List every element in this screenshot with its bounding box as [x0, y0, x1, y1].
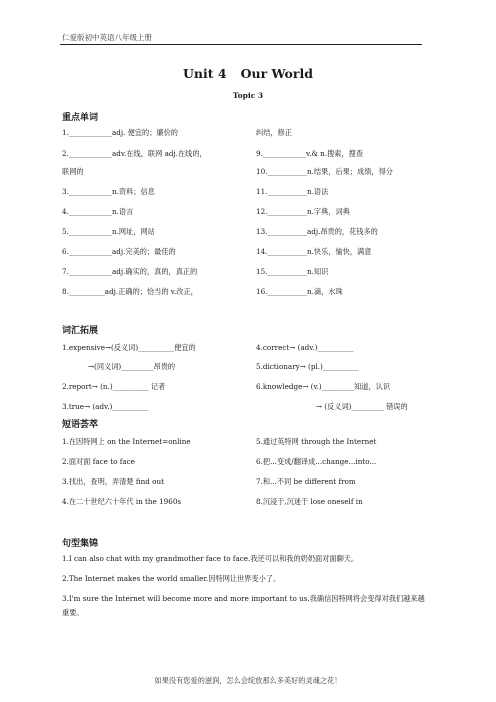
extend-right-row: 6.knowledge→ (v.)_________知道，认识 — [256, 382, 391, 391]
phrase-right-row: 6.把...变成/翻译成...change...into... — [256, 457, 377, 466]
section-extend-heading: 词汇拓展 — [62, 326, 99, 336]
sentence-item: 3.I'm sure the Internet will become more and more important to us.我确信因特网将会变得对我们越来越重要。 — [62, 594, 425, 617]
vocab-right-row: 10.___________n.结果，后果；成绩，得分 — [256, 167, 393, 176]
vocab-right-row: 16.___________n.滴，水珠 — [256, 287, 343, 296]
vocab-left-row: 2.____________adv.在线，联网 adj.在线的， — [62, 149, 207, 158]
section-sentences-heading: 句型集锦 — [62, 539, 99, 549]
extend-left-row: 3.true→ (adv.)__________ — [62, 402, 149, 411]
sentence-item: 2.The Internet makes the world smaller.因特网让世界变小了。 — [62, 574, 281, 583]
vocab-right-row: 15.___________n.知识 — [256, 267, 329, 276]
topic-label: Topic 3 — [232, 91, 264, 100]
extend-right-row: → (反义词)_________ 错误的 — [316, 402, 408, 411]
vocab-left-row: 6.____________adj.完美的；最佳的 — [62, 247, 176, 256]
phrase-left-row: 1.在因特网上 on the Internet=online — [62, 437, 191, 446]
vocab-right-row: 11.___________n.语法 — [256, 187, 329, 196]
phrase-right-row: 8.沉浸于,沉迷于 lose oneself in — [256, 497, 363, 506]
phrase-left-row: 3.找出，查明，弄清楚 find out — [62, 477, 164, 486]
vocab-left-row: 联网的 — [62, 167, 84, 176]
vocab-left-row: 4.____________n.语言 — [62, 207, 134, 216]
vocab-left-row: 5.____________n.网址，网站 — [62, 227, 155, 236]
phrase-right-row: 7.和...不同 be different from — [256, 477, 356, 486]
phrase-left-row: 2.面对面 face to face — [62, 457, 135, 466]
header-divider — [60, 44, 422, 45]
vocab-right-row: 纠结，修正 — [256, 128, 292, 137]
vocab-left-row: 1.____________adj. 便宜的；廉价的 — [62, 128, 178, 137]
vocab-left-row: 8.__________adj.正确的；恰当的 v.改正， — [62, 287, 198, 296]
extend-right-row: 5.dictionary→ (pl.)__________ — [256, 362, 359, 371]
unit-title — [0, 66, 496, 81]
extend-right-row: 4.correct→ (adv.)__________ — [256, 343, 354, 352]
section-vocab-heading: 重点单词 — [62, 113, 99, 123]
vocab-right-row: 14.___________n.快乐，愉快，满意 — [256, 247, 372, 256]
sentence-item: 1.I can also chat with my grandmother face to face.我还可以和我的奶奶面对面聊天。 — [62, 554, 359, 563]
extend-left-row: →(同义词)_________昂贵的 — [88, 362, 176, 371]
section-phrases-heading: 短语荟萃 — [62, 420, 99, 430]
extend-left-row: 2.report→ (n.)__________ 记者 — [62, 382, 166, 391]
extend-left-row: 1.expensive→(反义词)__________便宜的 — [62, 343, 196, 352]
vocab-right-row: 12.___________n.字典，词典 — [256, 207, 350, 216]
vocab-right-row: 13.___________adj.昂贵的，花钱多的 — [256, 227, 378, 236]
page-footer: 如果没有您爱的滋润，怎么会绽放那么多美好的灵魂之花！ — [154, 676, 342, 685]
vocab-left-row: 3.____________n.资料；信息 — [62, 187, 155, 196]
page-header: 仁爱版初中英语八年级上册 — [62, 33, 152, 42]
phrase-right-row: 5.通过英特网 through the Internet — [256, 437, 377, 446]
vocab-left-row: 7.____________adj.确实的，真的，真正的 — [62, 267, 198, 276]
unit-name: Our World — [240, 66, 313, 81]
unit-number: Unit 4 — [183, 66, 227, 81]
vocab-right-row: 9.____________v.& n.搜索，搜查 — [256, 149, 364, 158]
phrase-left-row: 4.在二十世纪六十年代 in the 1960s — [62, 497, 182, 506]
